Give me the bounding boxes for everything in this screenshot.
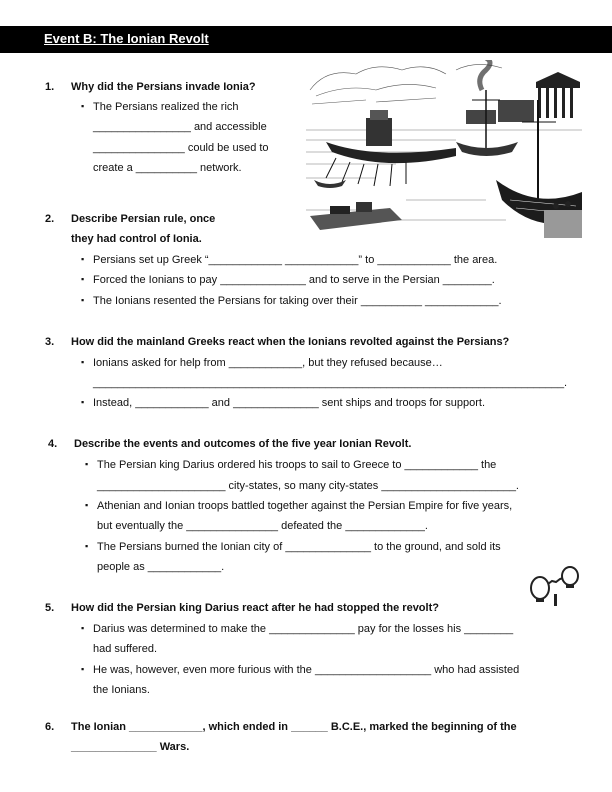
- question-prompt: ______________ Wars.: [71, 741, 190, 753]
- bullet-line: had suffered.: [93, 643, 158, 655]
- bullet-line: create a __________ network.: [93, 162, 242, 174]
- bullet-line: ▪ Athenian and Ionian troops battled together against the Persian Empire for five years,: [85, 500, 513, 512]
- shackles-icon: [526, 564, 582, 612]
- header-bar: [0, 26, 612, 53]
- question-prompt: Describe the events and outcomes of the five year Ionian Revolt.: [74, 438, 412, 450]
- ancient-ships-harbor-illustration: [306, 60, 582, 238]
- question-number: 1.: [45, 81, 55, 93]
- bullet-line: ▪ Persians set up Greek “____________ ____________” to ____________ the area.: [81, 254, 498, 266]
- question-prompt: Describe Persian rule, once: [71, 213, 216, 225]
- bullet-line: but eventually the _______________ defeated the _____________.: [97, 520, 428, 532]
- bullet-line: ▪ The Persians realized the rich: [81, 101, 239, 113]
- question-prompt: they had control of Ionia.: [71, 233, 202, 245]
- bullet-line: people as ____________.: [97, 561, 225, 573]
- bullet-line: _____________________ city-states, so many city-states ______________________.: [97, 480, 519, 492]
- question-number: 4.: [48, 438, 58, 450]
- bullet-line: _____________________________________________________________________________.: [93, 377, 568, 389]
- bullet-line: ▪ He was, however, even more furious with the ___________________ who had assisted: [81, 664, 520, 676]
- bullet-line: ▪ The Ionians resented the Persians for taking over their __________ ____________.: [81, 295, 502, 307]
- bullet-line: ▪ Darius was determined to make the ______________ pay for the losses his ________: [81, 623, 514, 635]
- question-prompt: Why did the Persians invade Ionia?: [71, 81, 256, 93]
- bullet-line: the Ionians.: [93, 684, 150, 696]
- bullet-line: ▪ The Persians burned the Ionian city of ______________ to the ground, and sold its: [85, 541, 501, 553]
- bullet-line: ▪ Instead, ____________ and ______________ sent ships and troops for support.: [81, 397, 486, 409]
- question-prompt: How did the Persian king Darius react after he had stopped the revolt?: [71, 602, 439, 614]
- section-title: Event B: The Ionian Revolt: [44, 31, 209, 46]
- question-number: 5.: [45, 602, 55, 614]
- bullet-line: ▪ Ionians asked for help from ____________, but they refused because…: [81, 357, 443, 369]
- question-number: 3.: [45, 336, 55, 348]
- question-prompt: The Ionian ____________, which ended in ______ B.C.E., marked the beginning of the: [71, 721, 517, 733]
- bullet-line: ________________ and accessible: [93, 121, 267, 133]
- bullet-line: ▪ The Persian king Darius ordered his troops to sail to Greece to ____________ the: [85, 459, 497, 471]
- bullet-line: ▪ Forced the Ionians to pay ______________ and to serve in the Persian ________.: [81, 274, 495, 286]
- question-prompt: How did the mainland Greeks react when the Ionians revolted against the Persians?: [71, 336, 510, 348]
- bullet-line: _______________ could be used to: [93, 142, 269, 154]
- question-number: 6.: [45, 721, 55, 733]
- question-number: 2.: [45, 213, 55, 225]
